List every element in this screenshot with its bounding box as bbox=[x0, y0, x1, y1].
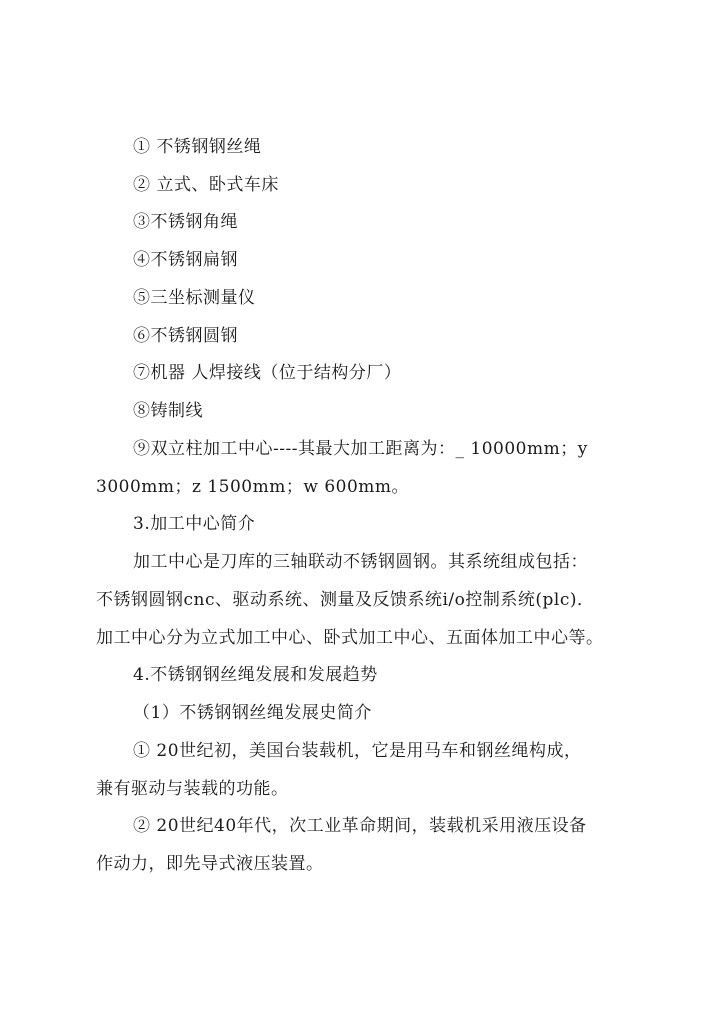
list-item-cmm: ⑤三坐标测量仪 bbox=[133, 288, 256, 308]
paragraph-line: 不锈钢圆钢cnc、驱动系统、测量及反馈系统i/o控制系统(plc)． bbox=[96, 590, 595, 610]
paragraph-line: 加工中心分为立式加工中心、卧式加工中心、五面体加工中心等。 bbox=[96, 628, 604, 648]
list-item-flat-steel: ④不锈钢扁钢 bbox=[133, 250, 238, 270]
list-item-machining-center-cont: 3000mm；z 1500mm；w 600mm。 bbox=[96, 477, 410, 497]
paragraph-line: ① 20世纪初，美国台装载机，它是用马车和钢丝绳构成， bbox=[133, 741, 582, 761]
list-item-wire-rope: ① 不锈钢钢丝绳 bbox=[133, 137, 262, 157]
list-item-casting-line: ⑧铸制线 bbox=[133, 401, 203, 421]
section-heading-3: 3.加工中心简介 bbox=[133, 514, 256, 534]
list-item-angle-rope: ③不锈钢角绳 bbox=[133, 212, 238, 232]
paragraph-line: 加工中心是刀库的三轴联动不锈钢圆钢。其系统组成包括： bbox=[133, 552, 588, 572]
section-heading-4: 4.不锈钢钢丝绳发展和发展趋势 bbox=[133, 665, 378, 685]
paragraph-line: 兼有驱动与装载的功能。 bbox=[96, 779, 289, 799]
list-item-machining-center: ⑨双立柱加工中心----其最大加工距离为：_ 10000mm；y bbox=[133, 439, 588, 459]
list-item-round-steel: ⑥不锈钢圆钢 bbox=[133, 326, 238, 346]
paragraph-line: ② 20世纪40年代，次工业革命期间，装载机采用液压设备 bbox=[133, 816, 587, 836]
list-item-lathe: ② 立式、卧式车床 bbox=[133, 175, 279, 195]
subsection-heading-1: （1）不锈钢钢丝绳发展史简介 bbox=[133, 703, 372, 723]
paragraph-line: 作动力，即先导式液压装置。 bbox=[96, 854, 324, 874]
list-item-welding-line: ⑦机器 人焊接线（位于结构分厂） bbox=[133, 363, 402, 383]
